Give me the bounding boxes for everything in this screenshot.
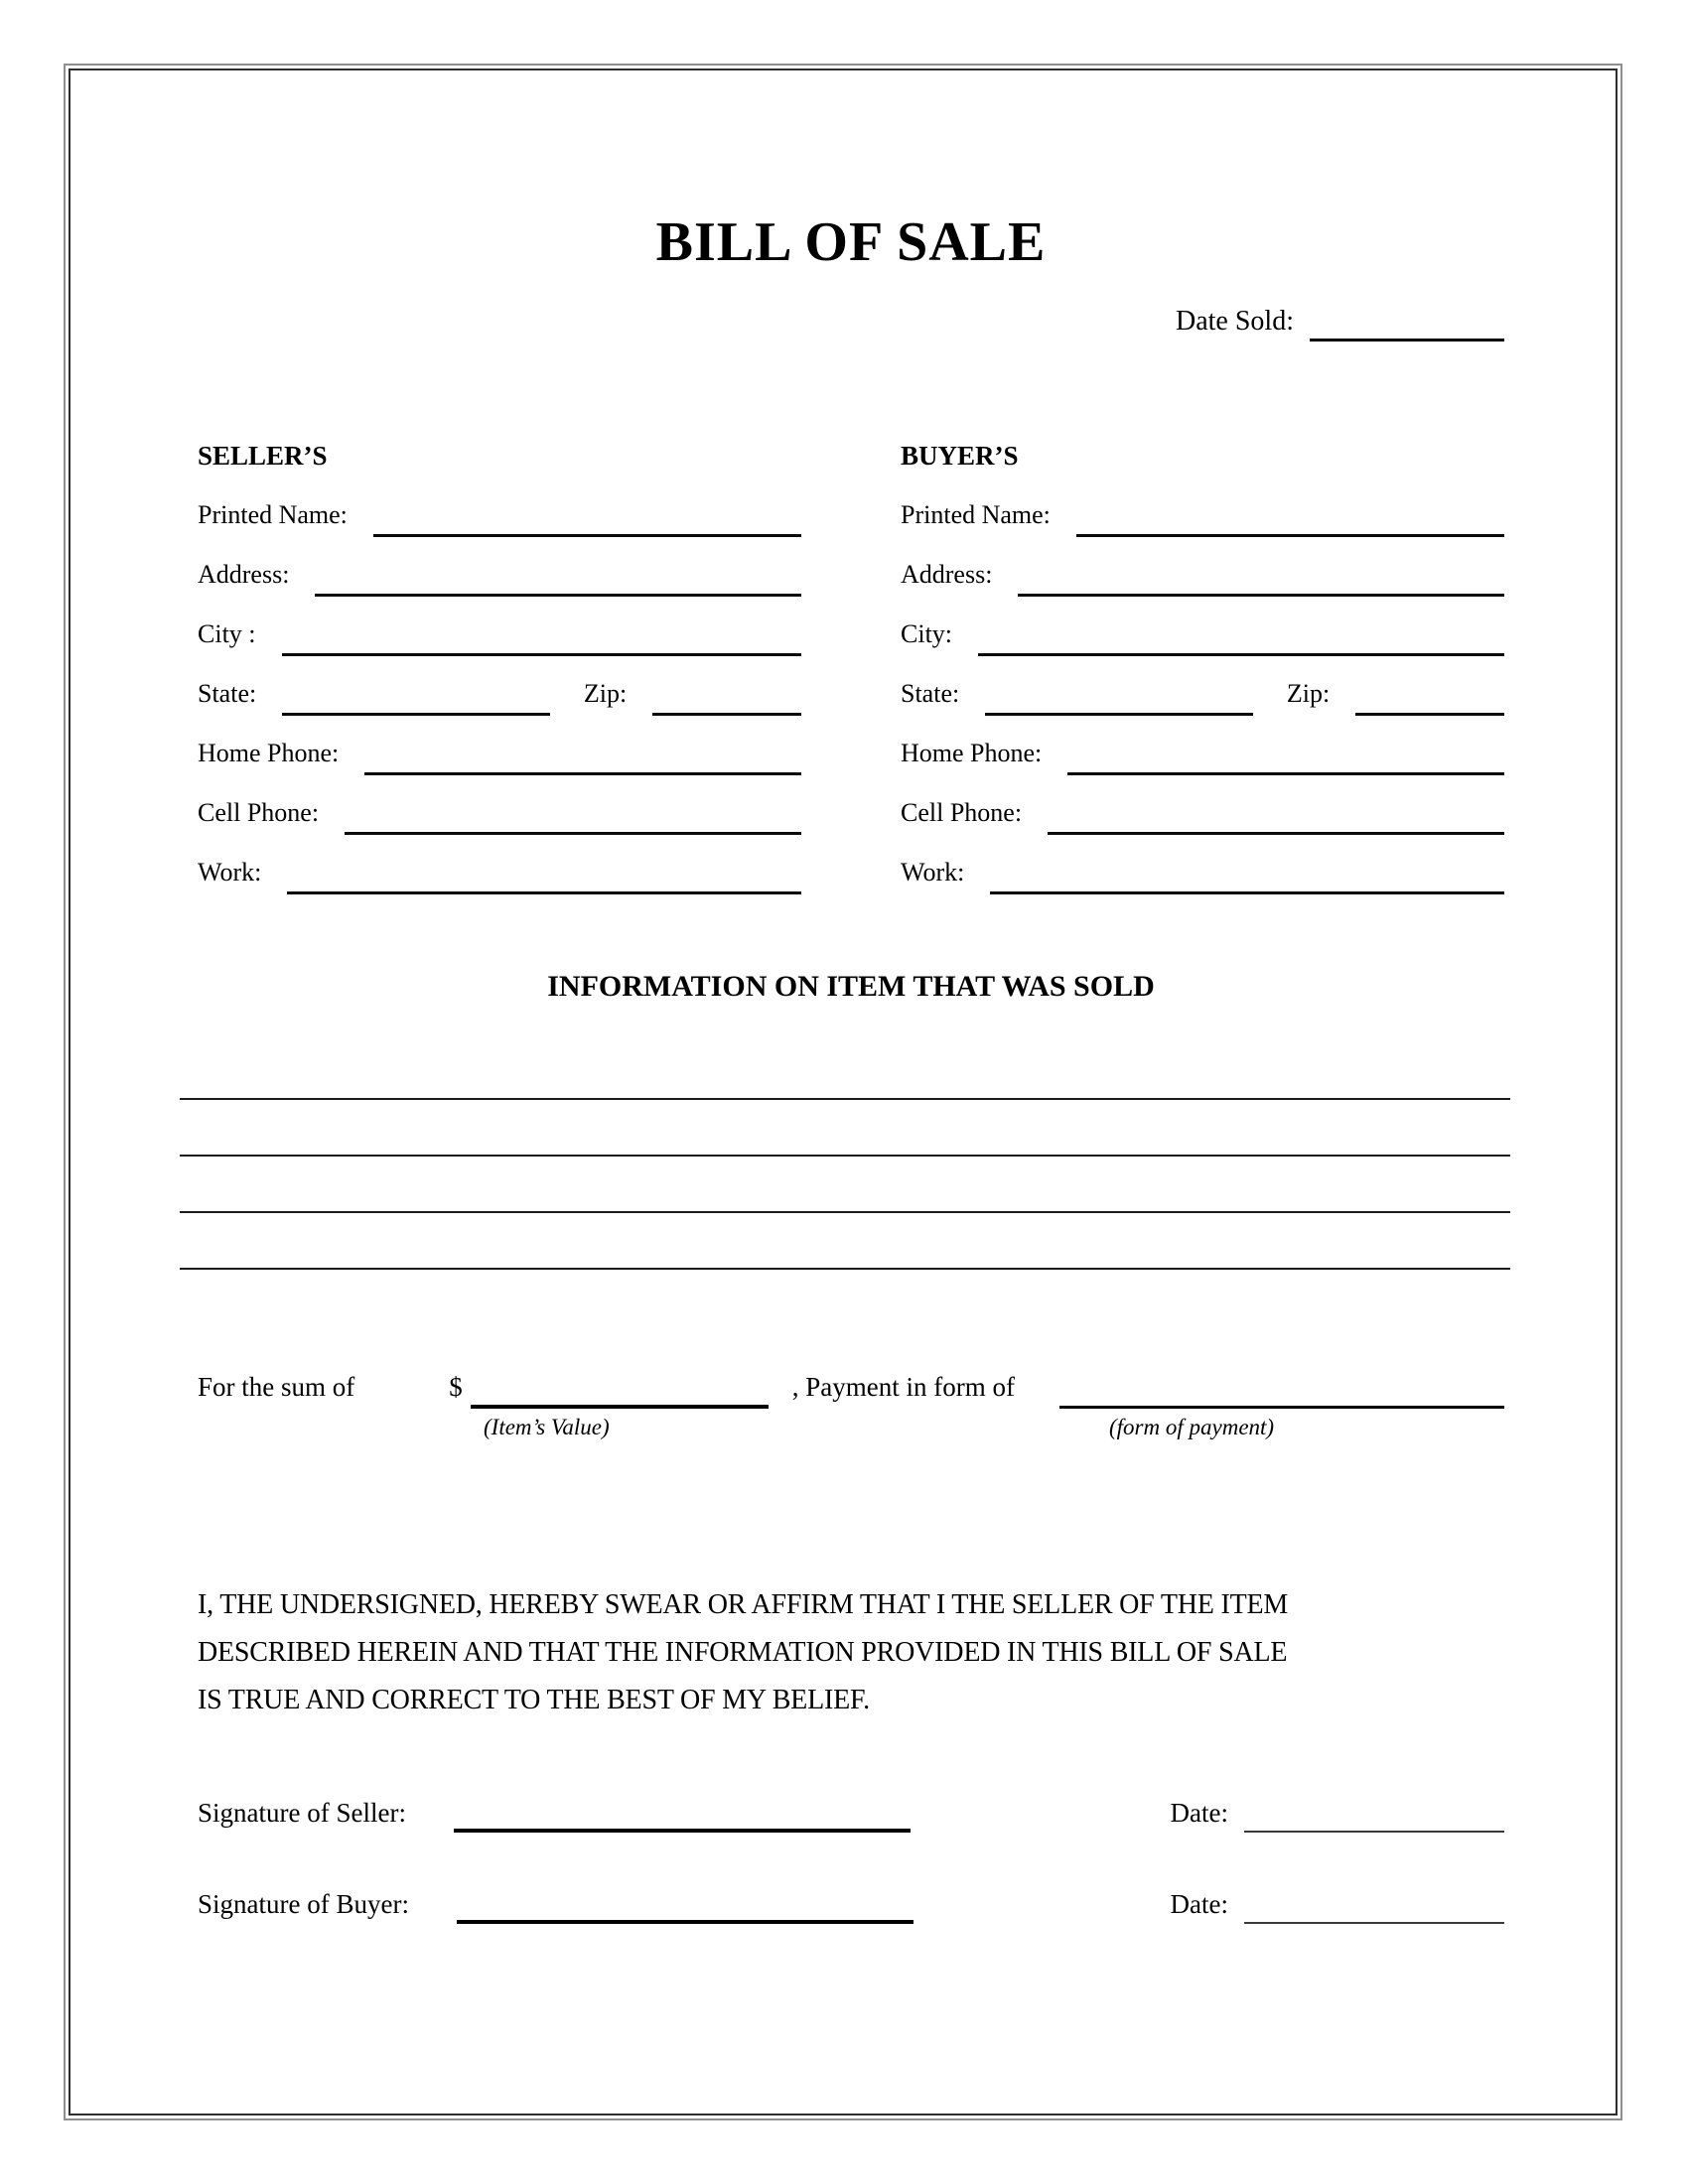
seller-state-label: State: xyxy=(198,679,257,709)
buyer-printed-name-row xyxy=(901,473,1504,532)
buyer-printed-name-field[interactable] xyxy=(1076,534,1504,537)
affirmation-paragraph xyxy=(198,1581,1504,1724)
page-content xyxy=(198,70,1504,2114)
seller-city-row xyxy=(198,592,801,651)
buyer-signature-date-label: Date: xyxy=(1170,1888,1228,1919)
buyer-cell-phone-field[interactable] xyxy=(1048,832,1504,835)
buyer-state-zip-row xyxy=(901,651,1504,711)
buyer-home-phone-label: Home Phone: xyxy=(901,739,1043,768)
payment-row xyxy=(198,1369,1504,1403)
buyer-city-field[interactable] xyxy=(978,653,1504,656)
buyer-city-row xyxy=(901,592,1504,651)
date-sold-row xyxy=(198,298,1504,338)
buyer-signature-field[interactable] xyxy=(457,1920,914,1924)
seller-printed-name-row xyxy=(198,473,801,532)
buyer-signature-label: Signature of Buyer: xyxy=(198,1888,409,1919)
dollar-sign-label: $ xyxy=(449,1371,463,1402)
seller-cell-phone-field[interactable] xyxy=(345,832,801,835)
buyer-cell-phone-row xyxy=(901,770,1504,830)
form-of-payment-caption: (form of payment) xyxy=(1109,1414,1275,1439)
page-inner-border xyxy=(69,68,1618,2116)
buyer-home-phone-row xyxy=(901,711,1504,770)
payment-section xyxy=(198,1369,1504,1444)
seller-signature-label: Signature of Seller: xyxy=(198,1797,406,1828)
affirmation-line-1: I, THE UNDERSIGNED, HEREBY SWEAR OR AFFIRM THAT I THE SELLER OF THE ITEM xyxy=(198,1588,1289,1620)
buyer-work-label: Work: xyxy=(901,858,965,887)
seller-home-phone-label: Home Phone: xyxy=(198,739,340,768)
parties-section xyxy=(198,439,1504,889)
buyer-printed-name-label: Printed Name: xyxy=(901,500,1051,530)
seller-home-phone-row xyxy=(198,711,801,770)
seller-work-label: Work: xyxy=(198,858,262,887)
seller-state-zip-row xyxy=(198,651,801,711)
page-title: BILL OF SALE xyxy=(655,211,1047,273)
seller-state-field[interactable] xyxy=(282,713,550,716)
seller-signature-date-field[interactable] xyxy=(1244,1831,1504,1833)
buyer-home-phone-field[interactable] xyxy=(1067,772,1504,775)
buyer-zip-label: Zip: xyxy=(1286,679,1331,709)
buyer-address-field[interactable] xyxy=(1018,594,1504,597)
buyer-cell-phone-label: Cell Phone: xyxy=(901,798,1023,828)
seller-zip-label: Zip: xyxy=(583,679,628,709)
buyer-address-row xyxy=(901,532,1504,592)
seller-home-phone-field[interactable] xyxy=(364,772,801,775)
buyer-heading: BUYER’S xyxy=(901,440,1019,471)
seller-printed-name-field[interactable] xyxy=(373,534,801,537)
date-sold-label: Date Sold: xyxy=(1176,305,1294,337)
payment-in-form-of-label: , Payment in form of xyxy=(791,1371,1015,1402)
item-description-line-3[interactable] xyxy=(180,1157,1510,1213)
seller-signature-date-label: Date: xyxy=(1170,1797,1228,1828)
seller-address-row xyxy=(198,532,801,592)
item-info-heading: INFORMATION ON ITEM THAT WAS SOLD xyxy=(547,969,1155,1003)
item-description-line-1[interactable] xyxy=(180,1043,1510,1100)
seller-address-label: Address: xyxy=(198,560,290,590)
buyer-work-row xyxy=(901,830,1504,889)
seller-cell-phone-label: Cell Phone: xyxy=(198,798,320,828)
buyer-state-label: State: xyxy=(901,679,960,709)
buyer-zip-field[interactable] xyxy=(1355,713,1504,716)
buyer-state-field[interactable] xyxy=(985,713,1253,716)
item-description-area xyxy=(180,1043,1510,1270)
buyer-signature-row xyxy=(198,1886,1504,1920)
seller-heading: SELLER’S xyxy=(198,440,328,471)
page-outer-border xyxy=(64,64,1622,2120)
buyer-column xyxy=(901,439,1504,889)
seller-signature-field[interactable] xyxy=(454,1829,911,1833)
seller-work-row xyxy=(198,830,801,889)
buyer-work-field[interactable] xyxy=(990,891,1504,894)
date-sold-field[interactable] xyxy=(1310,339,1504,341)
payment-captions xyxy=(198,1409,1504,1444)
affirmation-line-2: DESCRIBED HEREIN AND THAT THE INFORMATION PROVIDED IN THIS BILL OF SALE xyxy=(198,1636,1288,1668)
seller-address-field[interactable] xyxy=(315,594,801,597)
for-the-sum-of-label: For the sum of xyxy=(198,1371,355,1402)
seller-signature-row xyxy=(198,1795,1504,1829)
seller-printed-name-label: Printed Name: xyxy=(198,500,348,530)
item-description-line-2[interactable] xyxy=(180,1100,1510,1157)
items-value-caption: (Item’s Value) xyxy=(484,1414,610,1439)
seller-city-label: City : xyxy=(198,619,256,649)
seller-column xyxy=(198,439,801,889)
buyer-signature-date-field[interactable] xyxy=(1244,1922,1504,1924)
affirmation-line-3: IS TRUE AND CORRECT TO THE BEST OF MY BELIEF. xyxy=(198,1684,870,1715)
seller-zip-field[interactable] xyxy=(652,713,801,716)
seller-work-field[interactable] xyxy=(287,891,801,894)
buyer-address-label: Address: xyxy=(901,560,993,590)
buyer-city-label: City: xyxy=(901,619,953,649)
seller-city-field[interactable] xyxy=(282,653,801,656)
item-description-line-4[interactable] xyxy=(180,1213,1510,1270)
seller-cell-phone-row xyxy=(198,770,801,830)
